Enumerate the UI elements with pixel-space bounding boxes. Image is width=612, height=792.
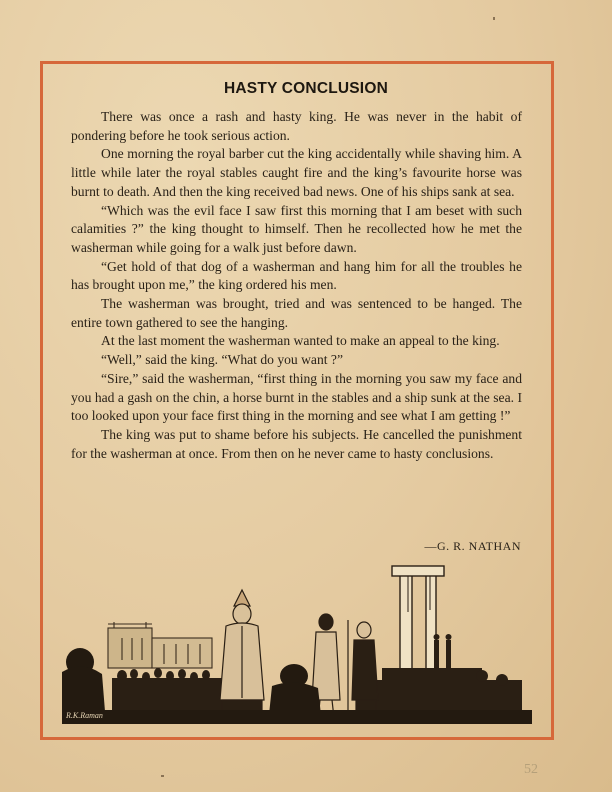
page-number: 52 (524, 762, 538, 777)
story-paragraph: “Sire,” said the washerman, “first thing in the morning you saw my face and you had a gash on the chin, a horse burnt in the stables and a ship sunk at the sea. I too looked upon your face first thing in the morning and see what I am getting !” (71, 370, 522, 424)
story-paragraph: There was once a rash and hasty king. He was never in the habit of pondering before he took serious action. (71, 109, 522, 143)
king-figure (220, 590, 264, 718)
story-body (71, 108, 522, 463)
illustrator-signature: R.K.Raman (66, 711, 103, 720)
story-paragraph: The washerman was brought, tried and was sentenced to be hanged. The entire town gathered to see the hanging. (71, 296, 522, 330)
gallows-platform-crowd (362, 634, 522, 720)
story-paragraph: The king was put to shame before his subjects. He cancelled the punishment for the washerman at once. From then on he never came to hasty conclusions. (71, 426, 522, 461)
story-paragraph: One morning the royal barber cut the king accidentally while shaving him. A little while later the royal stables caught fire and the king’s favourite horse was burnt to death. And then the king received bad news. One of his ships sank at sea. (71, 146, 522, 199)
guard-figure (348, 620, 378, 718)
story-title: HASTY CONCLUSION (224, 80, 388, 97)
author-credit: —G. R. NATHAN (424, 539, 521, 553)
story-paragraph: “Which was the evil face I saw first this morning that I am beset with such calamities ?” the king thought to himself. Then he recollected how he met the washerman while going for a walk just before dawn. (71, 202, 522, 255)
story-paragraph: At the last moment the washerman wanted to make an appeal to the king. (101, 333, 500, 349)
palace-building (108, 622, 212, 668)
paper-speck (493, 17, 495, 20)
hanging-scene-illustration (62, 560, 532, 724)
story-paragraph: “Get hold of that dog of a washerman and hang him for all the troubles he has brought upon me,” the king ordered his men. (71, 258, 522, 293)
story-paragraph: “Well,” said the king. “What do you want ?” (101, 352, 343, 368)
paper-speck (161, 775, 164, 777)
